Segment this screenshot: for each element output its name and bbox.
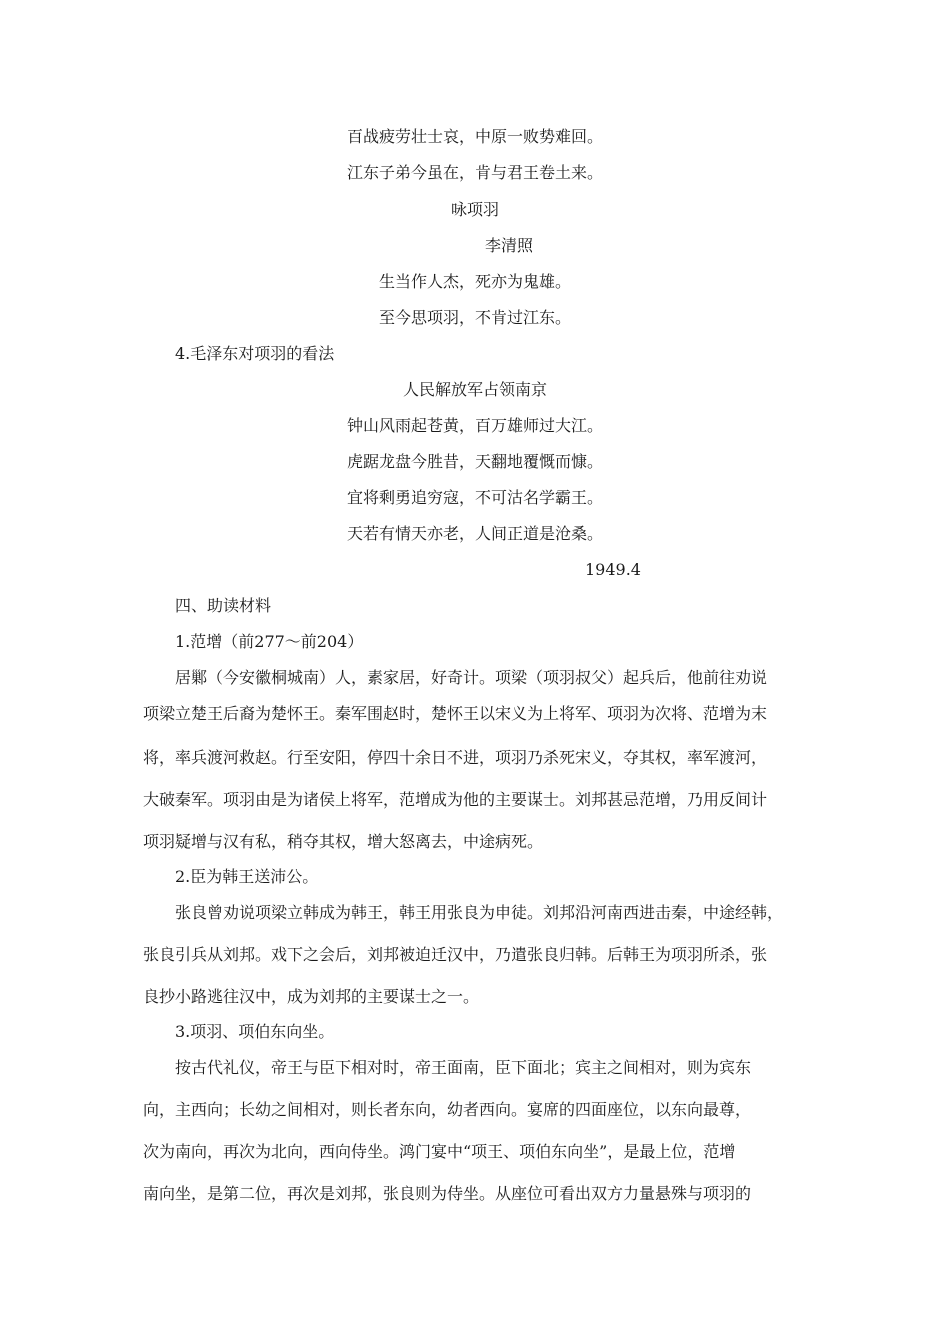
section-heading: 4.毛泽东对项羽的看法 <box>175 344 335 363</box>
poem-title: 人民解放军占领南京 <box>402 380 547 399</box>
paragraph-line: 将，率兵渡河救赵。行至安阳，停四十余日不进，项羽乃杀死宋义，夺其权，率军渡河， <box>143 748 768 767</box>
paragraph-line: 项羽疑增与汉有私，稍夺其权，增大怒离去，中途病死。 <box>143 832 544 851</box>
paragraph-line: 次为南向，再次为北向，西向侍坐。鸿门宴中“项王、项伯东向坐”，是最上位，范增 <box>143 1142 736 1161</box>
item-heading: 1.范增（前277～前204） <box>175 632 364 651</box>
poem-title: 咏项羽 <box>450 200 499 219</box>
paragraph-line: 南向坐，是第二位，再次是刘邦，张良则为侍坐。从座位可看出双方力量悬殊与项羽的 <box>143 1184 752 1203</box>
poem-line: 宜将剩勇追穷寇，不可沽名学霸王。 <box>346 488 603 507</box>
poem-author: 李清照 <box>485 236 534 255</box>
paragraph-line: 良抄小路逃往汉中，成为刘邦的主要谋士之一。 <box>143 987 480 1006</box>
paragraph-line: 项梁立楚王后裔为楚怀王。秦军围赵时，楚怀王以宋义为上将军、项羽为次将、范增为末 <box>143 704 768 723</box>
poem-line: 生当作人杰，死亦为鬼雄。 <box>378 272 571 291</box>
poem-date: 1949.4 <box>585 560 641 579</box>
poem-line: 江东子弟今虽在，肯与君王卷土来。 <box>346 163 603 182</box>
paragraph-line: 张良曾劝说项梁立韩成为韩王，韩王用张良为申徒。刘邦沿河南西进击秦，中途经韩， <box>175 903 784 922</box>
paragraph-line: 向，主西向；长幼之间相对，则长者东向，幼者西向。宴席的四面座位，以东向最尊， <box>143 1100 752 1119</box>
paragraph-line: 大破秦军。项羽由是为诸侯上将军，范增成为他的主要谋士。刘邦甚忌范增，乃用反间计 <box>143 790 768 809</box>
paragraph-line: 按古代礼仪，帝王与臣下相对时，帝王面南，臣下面北；宾主之间相对，则为宾东 <box>175 1058 752 1077</box>
paragraph-line: 居鄛（今安徽桐城南）人，素家居，好奇计。项梁（项羽叔父）起兵后，他前往劝说 <box>175 668 768 687</box>
poem-line: 天若有情天亦老，人间正道是沧桑。 <box>346 524 603 543</box>
poem-line: 虎踞龙盘今胜昔，天翻地覆慨而慷。 <box>346 452 603 471</box>
item-heading: 2.臣为韩王送沛公。 <box>175 867 319 886</box>
poem-line: 百战疲劳壮士哀，中原一败势难回。 <box>346 127 603 146</box>
poem-line: 至今思项羽，不肯过江东。 <box>378 308 571 327</box>
poem-line: 钟山风雨起苍黄，百万雄师过大江。 <box>346 416 603 435</box>
paragraph-line: 张良引兵从刘邦。戏下之会后，刘邦被迫迁汉中，乃遣张良归韩。后韩王为项羽所杀，张 <box>143 945 768 964</box>
item-heading: 3.项羽、项伯东向坐。 <box>175 1022 335 1041</box>
section-heading: 四、助读材料 <box>175 596 272 615</box>
